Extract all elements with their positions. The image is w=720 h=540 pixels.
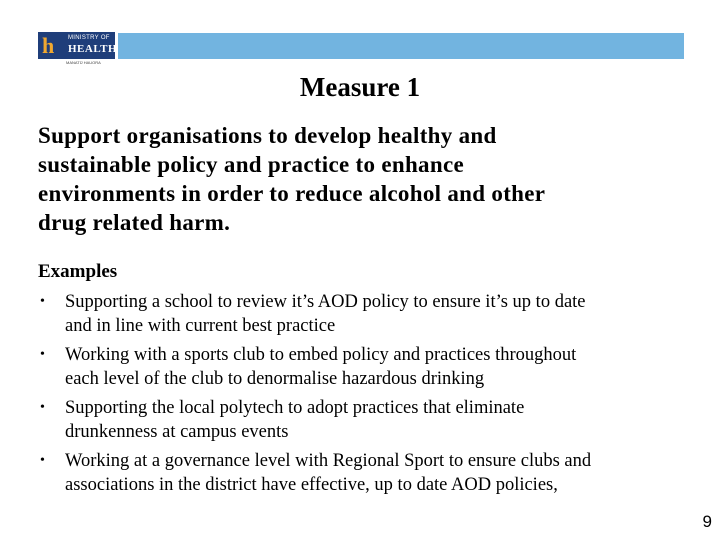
headline-line: drug related harm.	[38, 210, 231, 235]
headline-line: environments in order to reduce alcohol and other	[38, 181, 546, 206]
ministry-of-health-logo	[38, 32, 118, 59]
list-item	[38, 396, 698, 444]
bullet-icon: •	[40, 294, 45, 309]
list-item	[38, 290, 698, 338]
logo-line2: HEALTH	[68, 43, 118, 55]
page-number: 9	[702, 512, 712, 531]
logo-line1: MINISTRY OF	[68, 35, 110, 41]
examples-list	[38, 290, 698, 502]
bullet-text: Working with a sports club to embed policy and practices throughout	[65, 345, 577, 365]
headline	[38, 121, 698, 237]
list-item	[38, 449, 698, 497]
bullet-text: each level of the club to denormalise hazardous drinking	[65, 369, 485, 389]
bullet-text: drunkenness at campus events	[65, 422, 289, 442]
bullet-text: Working at a governance level with Regional Sport to ensure clubs and	[65, 451, 592, 471]
bullet-text: Supporting a school to review it’s AOD policy to ensure it’s up to date	[65, 292, 586, 312]
headline-line: sustainable policy and practice to enhance	[38, 152, 464, 177]
bullet-icon: •	[40, 453, 45, 468]
logo-mark: h	[42, 33, 55, 58]
logo-subtitle: MANATŪ HAUORA	[66, 60, 101, 65]
bullet-text: associations in the district have effective, up to date AOD policies,	[65, 475, 558, 495]
headline-line: Support organisations to develop healthy and	[38, 123, 497, 148]
examples-heading: Examples	[38, 261, 118, 282]
list-item	[38, 343, 698, 391]
bullet-icon: •	[40, 400, 45, 415]
slide-title: Measure 1	[299, 72, 421, 102]
bullet-text: Supporting the local polytech to adopt practices that eliminate	[65, 398, 525, 418]
bullet-icon: •	[40, 347, 45, 362]
header-banner	[118, 33, 684, 59]
bullet-text: and in line with current best practice	[65, 316, 336, 336]
